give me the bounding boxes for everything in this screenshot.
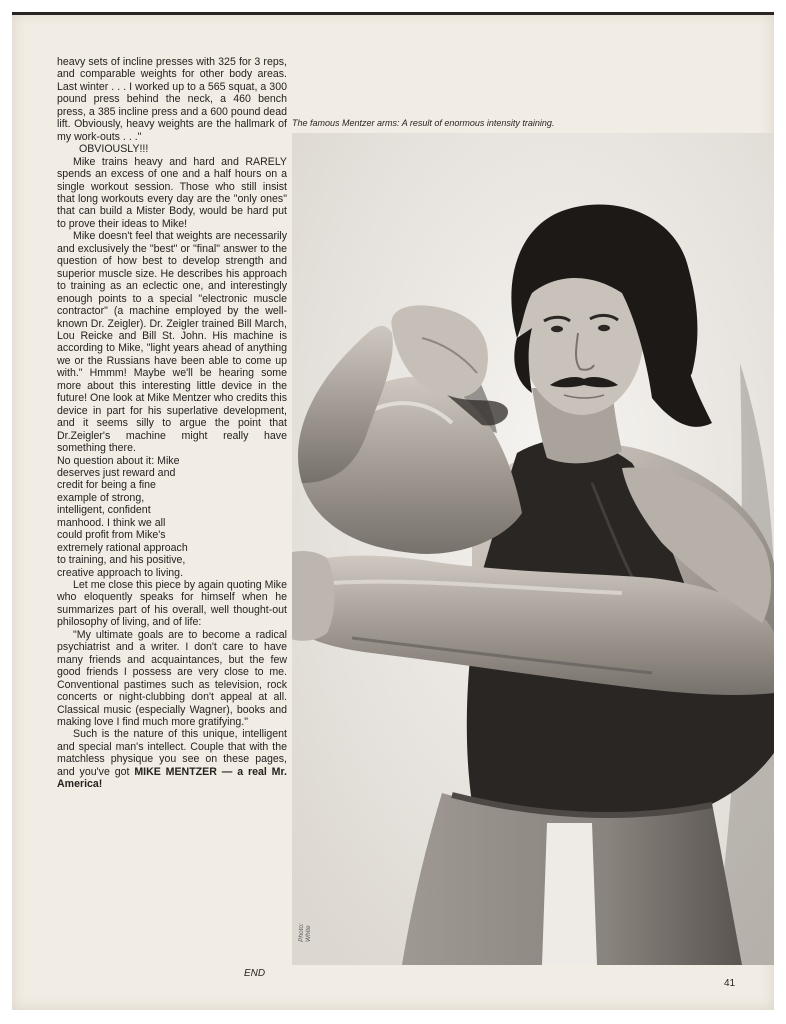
photo-caption: The famous Mentzer arms: A result of enormous intensity training. [292, 118, 555, 128]
paragraph-2: Mike trains heavy and hard and RARELY spends an excess of one and a half hours on a single workout session. Those who still insist that long workouts every day are the "only ones" that can build a Mister Body, would be hard put to prove their ideas to Mike! [57, 155, 287, 230]
end-mark: END [244, 968, 266, 979]
paragraph-1: heavy sets of incline presses with 325 for 3 reps, and comparable weights for other body areas. Last winter . . . I worked up to a 565 squat, a 300 pound press behind the neck, a 460 bench press, a 385 incline press and a 600 pound dead lift. Obviously, heavy weights are the hallmark of my work-outs . . ." [57, 56, 287, 143]
paragraph-7-text: Such is the nature of this unique, intelligent and special man's intellect. Couple that with the matchless physique you see on these pages, and you've got [57, 728, 287, 778]
page-number: 41 [724, 978, 736, 989]
article-column [57, 56, 287, 791]
magazine-page [12, 12, 774, 1010]
exclamation-line: OBVIOUSLY!!! [79, 143, 149, 156]
paragraph-5: Let me close this piece by again quoting Mike who eloquently speaks for himself when he summarizes part of his overall, well thought-out philosophy of living, and of life: [57, 579, 287, 629]
paragraph-4: No question about it: Mike deserves just reward and credit for being a fine example of strong, intelligent, confident manhood. I think we all could profit from Mike's extremely rational approach to training, and his positive, creative approach to living. [57, 454, 188, 579]
paragraph-6-quote: "My ultimate goals are to become a radical psychiatrist and a writer. I don't care to have many friends and acquaintances, but the few good friends I possess are very close to me. Conventional pastimes such as television, rock concerts or night-clubbing don't appeal at all. Classical music (especially Wagner), books and making love I find much more gratifying." [57, 628, 287, 729]
paragraph-7 [57, 728, 287, 790]
photo-credit: Photo: White [298, 923, 312, 942]
closing-bold-text: MIKE MENTZER — a real Mr. America! [57, 765, 287, 791]
paragraph-3: Mike doesn't feel that weights are necessarily and exclusively the "best" or "final" answer to the question of how best to develop strength and superior muscle size. He describes his approach to training as an eclectic one, and interestingly enough points to a special "electronic muscle contractor" (a machine employed by the well-known Dr. Zeigler). Dr. Zeigler trained Bill March, Lou Reicke and Bill St. John. His machine is according to Mike, "light years ahead of anything we or the Russians have been able to come up with." Hmmm! Maybe we'll be hearing some more about this interesting little device in the future! One look at Mike Mentzer who credits this device in part for his superlative development, and it seems silly to argue the point that Dr.Zeigler's machine might really have something there. [57, 230, 287, 455]
bodybuilder-photo [292, 133, 774, 965]
